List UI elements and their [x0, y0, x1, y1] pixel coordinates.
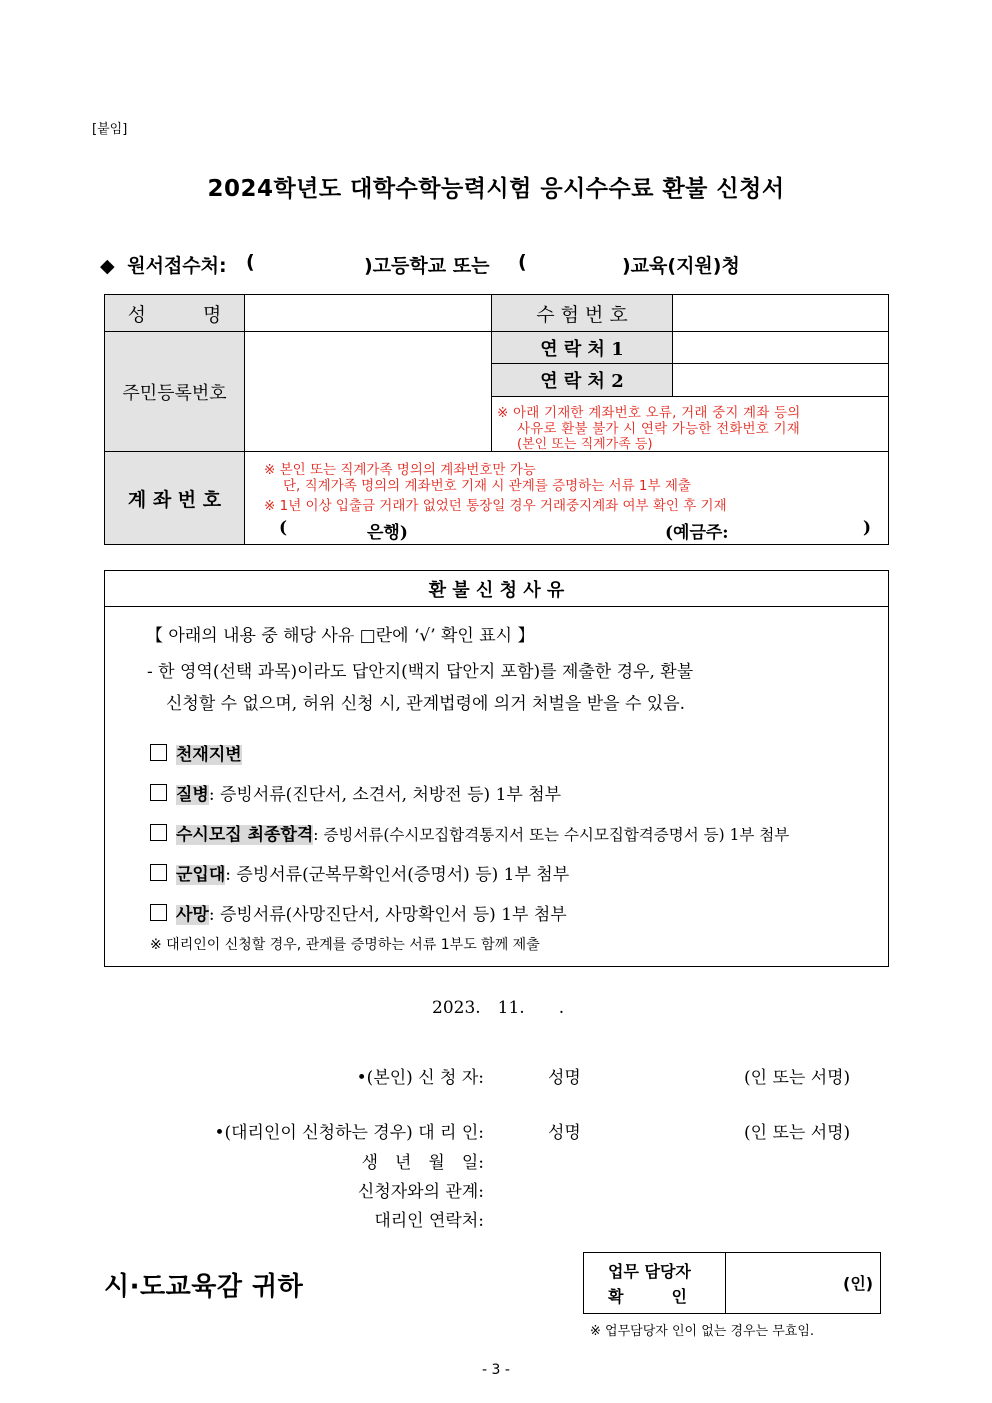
proxy-name-field[interactable]	[590, 1115, 730, 1141]
bank-paren-open: (	[279, 518, 288, 538]
proxy-seal[interactable]: (인 또는 서명)	[744, 1123, 851, 1143]
exam-number-field[interactable]	[672, 294, 889, 332]
name-field[interactable]	[244, 294, 492, 332]
application-office-label: 원서접수처:	[127, 255, 227, 277]
option-illness-detail: : 증빙서류(진단서, 소견서, 처방전 등) 1부 첨부	[208, 785, 562, 805]
officer-label-2: 확 인	[608, 1287, 687, 1306]
page-title: 2024학년도 대학수학능력시험 응시수수료 환불 신청서	[207, 176, 785, 202]
officer-seal[interactable]: (인)	[843, 1274, 874, 1293]
applicant-seal[interactable]: (인 또는 서명)	[744, 1068, 851, 1088]
name-label: 성 명	[104, 294, 245, 332]
checkbox-natural-disaster[interactable]	[150, 744, 167, 761]
applicant-label: •(본인) 신 청 자:	[356, 1068, 484, 1088]
office-name-field[interactable]	[532, 248, 620, 274]
office-suffix: )교육(지원)청	[622, 255, 740, 277]
bank-name-field[interactable]	[293, 516, 365, 540]
paren-open-school: (	[246, 251, 255, 273]
contact2-label: 연 락 처 2	[491, 363, 673, 397]
proxy-contact-label: 대리인 연락처:	[374, 1211, 484, 1231]
recipient: 시·도교육감 귀하	[104, 1272, 304, 1302]
contact2-field[interactable]	[672, 363, 889, 397]
option-death-label: 사망	[176, 905, 209, 925]
option-illness-label: 질병	[176, 785, 209, 805]
depositor-field[interactable]	[737, 516, 857, 540]
account-note-2: 단, 직계가족 명의의 계좌번호 기재 시 관계를 증명하는 서류 1부 제출	[283, 478, 691, 494]
proxy-name-label: 성명	[548, 1123, 581, 1143]
account-label: 계 좌 번 호	[104, 451, 245, 545]
refund-warning-2: 신청할 수 없으며, 허위 신청 시, 관계법령에 의거 처벌을 받을 수 있음.	[166, 694, 686, 714]
exam-number-label: 수 험 번 호	[491, 294, 673, 332]
relation-field[interactable]	[500, 1174, 740, 1200]
option-death-detail: : 증빙서류(사망진단서, 사망확인서 등) 1부 첨부	[208, 905, 567, 925]
paren-open-office: (	[518, 251, 527, 273]
checkbox-early-admission[interactable]	[150, 824, 167, 841]
account-note-1: ※ 본인 또는 직계가족 명의의 계좌번호만 가능	[264, 462, 536, 478]
bank-suffix: 은행)	[367, 523, 408, 543]
option-early-admission-detail: : 증빙서류(수시모집합격통지서 또는 수시모집합격증명서 등) 1부 첨부	[313, 826, 790, 844]
application-office-line	[100, 251, 227, 278]
resident-number-label: 주민등록번호	[104, 331, 245, 452]
option-death	[150, 900, 567, 925]
contact-note-cell	[491, 396, 889, 452]
refund-warning-1: - 한 영역(선택 과목)이라도 답안지(백지 답안지 포함)를 제출한 경우, 환불	[147, 662, 694, 682]
contact1-field[interactable]	[672, 331, 889, 364]
proxy-label: •(대리인이 신청하는 경우) 대 리 인:	[214, 1123, 484, 1143]
page-number: - 3 -	[482, 1362, 510, 1378]
application-date: 2023. 11. .	[432, 998, 565, 1018]
depositor-paren-close: )	[863, 518, 872, 538]
contact-note-2: 사유로 환불 불가 시 연락 가능한 전화번호 기재	[517, 421, 801, 437]
option-military-detail: : 증빙서류(군복무확인서(증명서) 등) 1부 첨부	[225, 865, 570, 885]
proxy-note: ※ 대리인이 신청할 경우, 관계를 증명하는 서류 1부도 함께 제출	[150, 937, 540, 953]
applicant-name-label: 성명	[548, 1068, 581, 1088]
attachment-label: [붙임]	[92, 122, 128, 137]
option-early-admission	[150, 820, 789, 845]
birth-date-label: 생 년 월 일:	[361, 1153, 484, 1173]
resident-number-field[interactable]	[244, 331, 492, 452]
contact1-label: 연 락 처 1	[491, 331, 673, 364]
contact-note-3: (본인 또는 직계가족 등)	[517, 437, 653, 452]
checkbox-illness[interactable]	[150, 784, 167, 801]
refund-instruction: 【 아래의 내용 중 해당 사유 □란에 ‘√’ 확인 표시 】	[146, 626, 535, 646]
option-military-label: 군입대	[176, 865, 226, 885]
account-cell	[244, 451, 889, 545]
officer-label-1: 업무 담당자	[608, 1262, 691, 1281]
proxy-contact-field[interactable]	[500, 1203, 740, 1229]
birth-date-field[interactable]	[500, 1145, 740, 1171]
account-note-3: ※ 1년 이상 입출금 거래가 없었던 통장일 경우 거래중지계좌 여부 확인 후 기재	[264, 498, 727, 514]
officer-label-cell	[583, 1252, 726, 1314]
option-early-admission-label: 수시모집 최종합격	[176, 825, 314, 845]
checkbox-death[interactable]	[150, 904, 167, 921]
diamond-bullet-icon: ◆	[100, 255, 115, 277]
depositor-label: (예금주:	[665, 523, 729, 543]
contact-note-1: ※ 아래 기재한 계좌번호 오류, 거래 중지 계좌 등의	[497, 405, 801, 421]
applicant-name-field[interactable]	[590, 1060, 730, 1086]
officer-note: ※ 업무담당자 인이 없는 경우는 무효임.	[590, 1324, 815, 1339]
option-natural-disaster-label: 천재지변	[176, 745, 242, 765]
school-suffix: )고등학교 또는	[364, 255, 490, 277]
relation-label: 신청자와의 관계:	[357, 1182, 484, 1202]
option-natural-disaster	[150, 740, 242, 765]
refund-reason-header: 환 불 신 청 사 유	[104, 570, 889, 607]
option-military	[150, 860, 569, 885]
option-illness	[150, 780, 561, 805]
checkbox-military[interactable]	[150, 864, 167, 881]
school-name-field[interactable]	[262, 248, 362, 274]
